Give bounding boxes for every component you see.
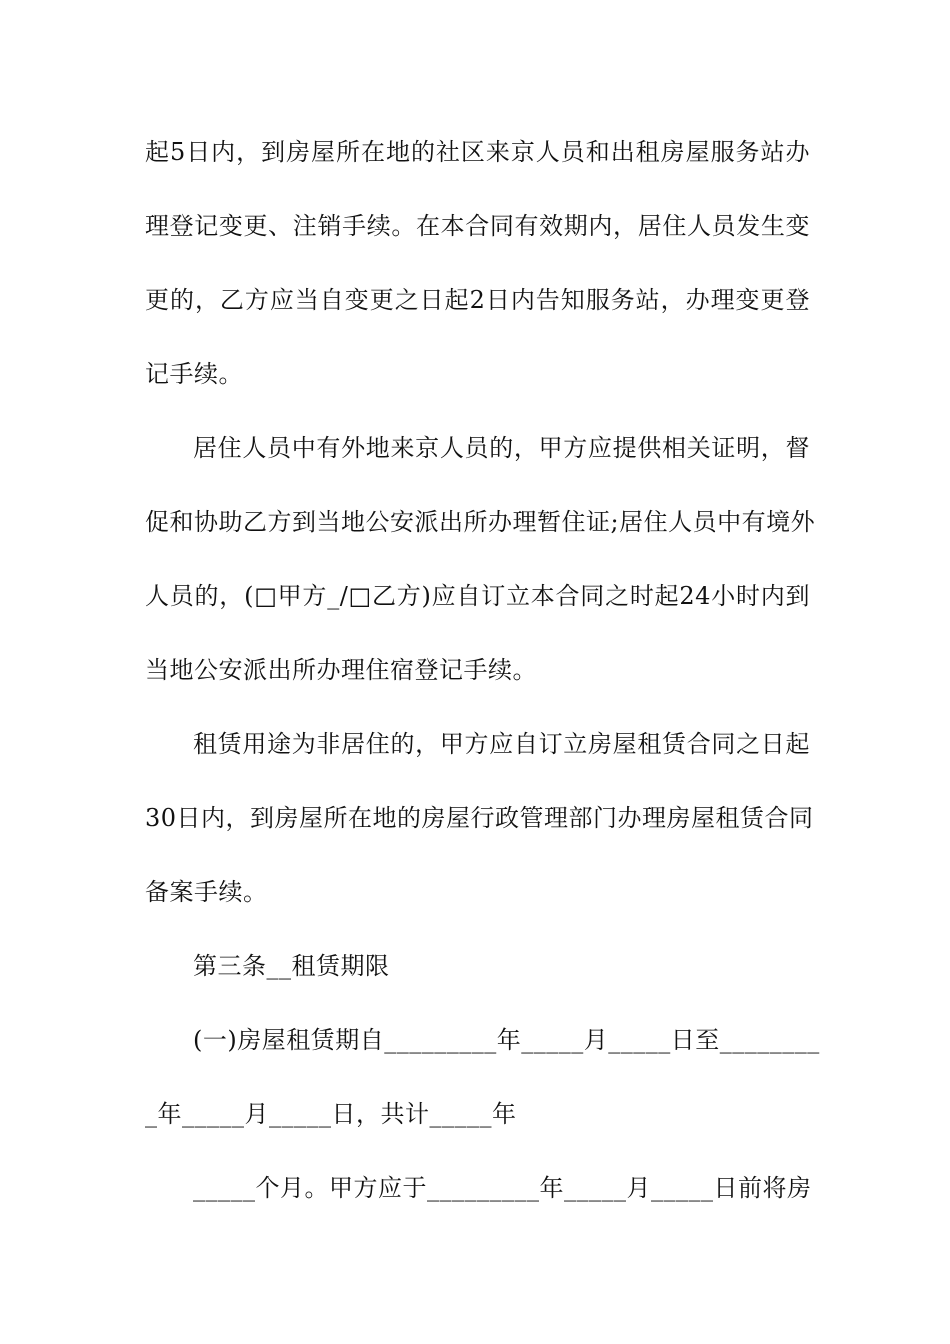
paragraph-line: 更的，乙方应当自变更之日起2日内告知服务站，办理变更登 — [145, 286, 810, 314]
paragraph-line: 人员的，(□甲方_/□乙方)应自订立本合同之时起24小时内到 — [145, 582, 810, 610]
paragraph-line: 理登记变更、注销手续。在本合同有效期内，居住人员发生变 — [145, 212, 810, 240]
paragraph-line: 居住人员中有外地来京人员的，甲方应提供相关证明，督 — [193, 434, 810, 462]
paragraph-line: 租赁用途为非居住的，甲方应自订立房屋租赁合同之日起 — [193, 730, 810, 758]
paragraph-line: (一)房屋租赁期自_________年_____月_____日至________ — [193, 1026, 820, 1054]
paragraph-line: 30日内，到房屋所在地的房屋行政管理部门办理房屋租赁合同 — [145, 804, 814, 832]
section-heading: 第三条__租赁期限 — [193, 952, 390, 980]
paragraph-line: 记手续。 — [145, 360, 243, 388]
paragraph-line: 备案手续。 — [145, 878, 268, 906]
paragraph-line: _年_____月_____日，共计_____年 — [145, 1100, 517, 1128]
paragraph-line: 起5日内，到房屋所在地的社区来京人员和出租房屋服务站办 — [145, 138, 810, 166]
paragraph-line: 促和协助乙方到当地公安派出所办理暂住证;居住人员中有境外 — [145, 508, 816, 536]
paragraph-line: _____个月。甲方应于_________年_____月_____日前将房 — [193, 1174, 812, 1202]
paragraph-line: 当地公安派出所办理住宿登记手续。 — [145, 656, 537, 684]
